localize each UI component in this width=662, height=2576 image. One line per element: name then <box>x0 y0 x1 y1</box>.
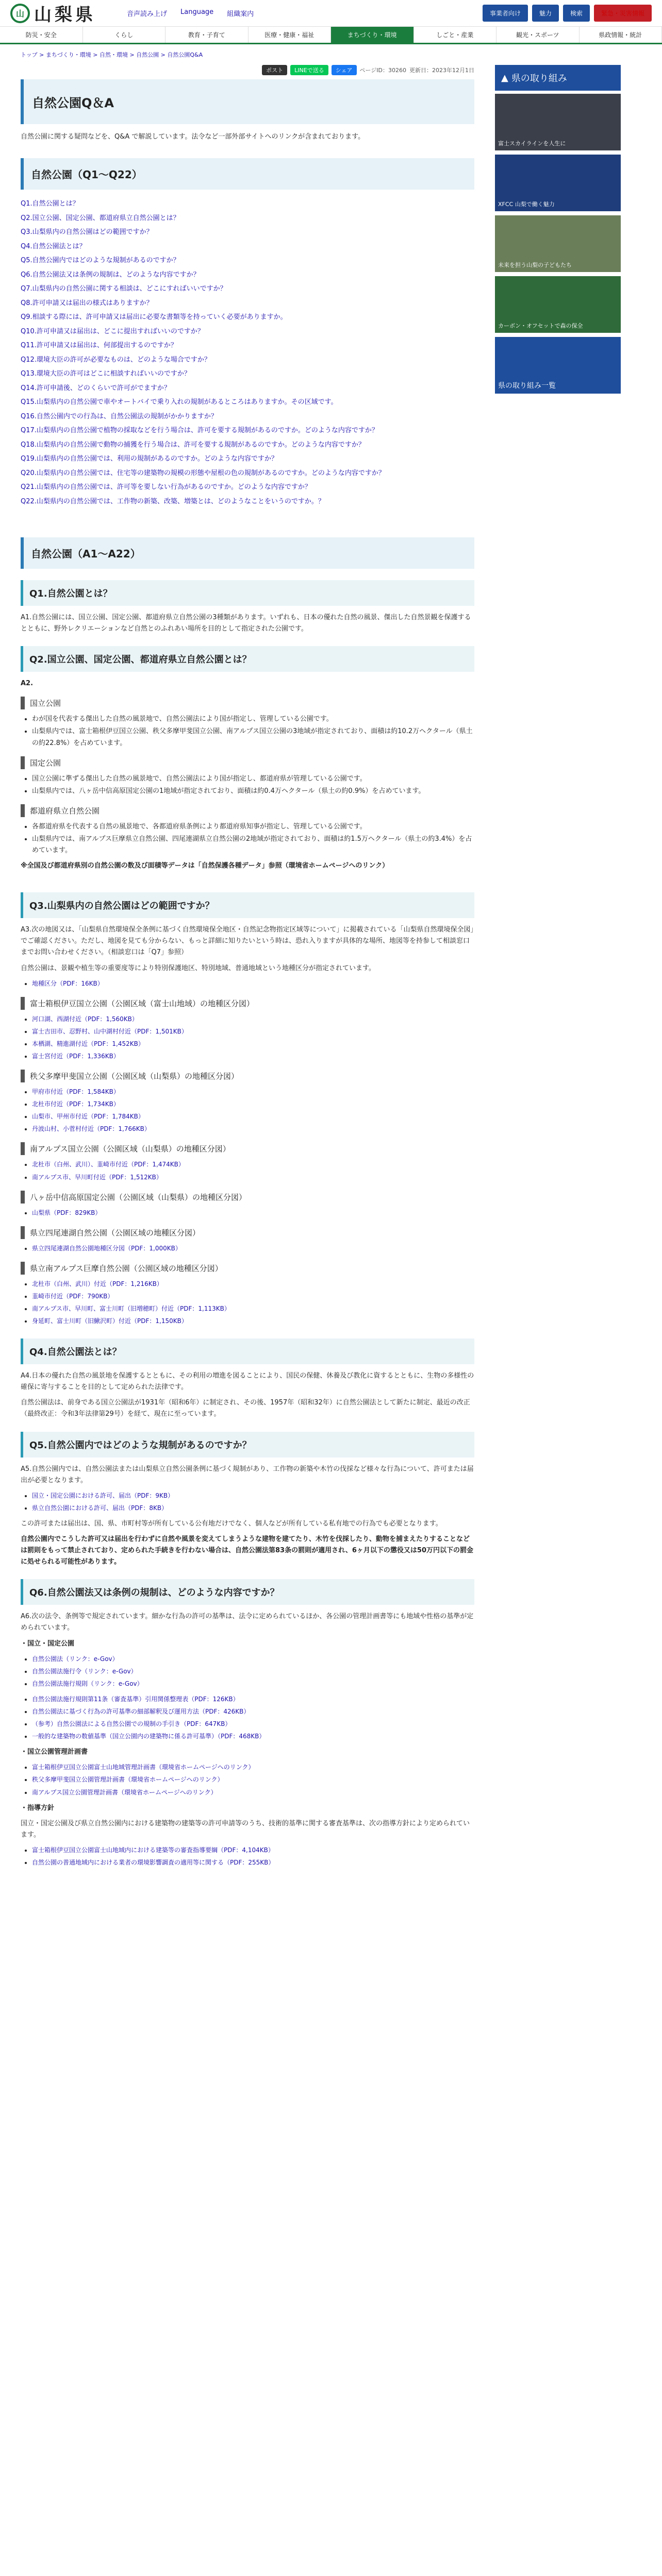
pdf-link[interactable]: 山梨市、甲州市付近（PDF：1,784KB） <box>32 1113 144 1121</box>
question-link[interactable]: Q21.山梨県内の自然公園では、許可等を要しない行為があるのですか。どのような内容ですか？ <box>21 483 311 492</box>
a4-text: A4.日本の優れた自然の風景地を保護するとともに、その利用の増進を図ることにより、国民の保健、休養及び教化に資するとともに、生物の多様性の確保に寄与することを目的として定められた法律です。 <box>21 1372 474 1392</box>
a2-text: • わが国を代表する傑出した自然の風景地で、自然公園法により国が指定し、管理している公園です。 <box>32 714 474 725</box>
business-button[interactable]: 事業者向け <box>483 5 528 22</box>
emergency-button[interactable]: 緊急・災害情報 <box>594 5 652 22</box>
pdf-link[interactable]: 富士箱根伊豆国立公園富士山地域管理計画書（環境省ホームページへのリンク） <box>32 1764 255 1771</box>
pdf-link[interactable]: 自然公園法に基づく行為の許可基準の細部解釈及び運用方法（PDF：426KB） <box>32 1707 250 1715</box>
sidebar-banner[interactable]: 富士スカイラインを人生に <box>495 94 621 150</box>
question-link[interactable]: Q11.許可申請又は届出は、何部提出するのですか？ <box>21 342 177 350</box>
pdf-link[interactable]: 富士箱根伊豆国立公園富士山地域内における建築等の審査指導要綱（PDF：4,104KB） <box>32 1846 274 1854</box>
nav-item[interactable]: しごと・産業 <box>414 27 497 43</box>
map-group-heading: 県立南アルプス巨摩自然公園（公園区域の地種区分図） <box>21 1262 474 1275</box>
global-nav <box>0 27 662 44</box>
a2-text: • 山梨県内では、八ヶ岳中信高原国定公園の1地域が指定されており、面積は約0.4万ヘクタール（県土の約0.9%）を占めています。 <box>32 786 474 797</box>
sidebar <box>495 65 621 1873</box>
question-link[interactable]: Q10.許可申請又は届出は、どこに提出すればいいのですか？ <box>21 327 204 335</box>
nav-item[interactable]: 観光・スポーツ <box>496 27 580 43</box>
a6-sub: ・指導方針 <box>21 1804 55 1812</box>
question-link[interactable]: Q7.山梨県内の自然公園に関する相談は、どこにすればいいですか？ <box>21 285 227 293</box>
pdf-link[interactable]: 南アルプス市、早川町、富士川町（旧増穂町）付近（PDF：1,113KB） <box>32 1305 230 1312</box>
a6-text: 国立・国定公園及び県立自然公園内における建築物の建築等の許可申請等のうち、技術的基準に関する審査基準は、次の指導方針により定められています。 <box>21 1819 470 1839</box>
question-link[interactable]: Q2.国立公園、国定公園、都道府県立自然公園とは？ <box>21 214 180 222</box>
a5-warning: 自然公園内でこうした許可又は届出を行わずに自然や風景を変えてしまうような建物を建てたり、木竹を伐採したり、動物を捕まえたりすることなどは罰則をもって禁止されており、定められた手続きを行わない場合は、自然公園法第83条の罰則が適用され、6ヶ月以下の懲役又は50万円以下の罰金に処せられる可能性があります。 <box>21 1535 474 1566</box>
pdf-link[interactable]: 自然公園法施行令（リンク：e-Gov） <box>32 1667 137 1675</box>
speech-link[interactable]: 音声読み上げ <box>127 10 168 18</box>
question-link[interactable]: Q16.自然公園内での行為は、自然公園法の規制がかかりますか？ <box>21 412 218 420</box>
nav-item[interactable]: くらし <box>83 27 166 43</box>
facebook-share-button[interactable]: シェア <box>332 65 357 75</box>
pdf-link[interactable]: 地種区分（PDF：16KB） <box>32 979 104 987</box>
question-link[interactable]: Q12.環境大臣の許可が必要なものは、どのような場合ですか？ <box>21 355 211 364</box>
pdf-link[interactable]: 国立・国定公園における許可、届出（PDF：9KB） <box>32 1492 174 1499</box>
q5-heading: Q5.自然公園内ではどのような規制があるのですか？ <box>21 1432 474 1458</box>
pdf-link[interactable]: 県立四尾連湖自然公園地種区分図（PDF：1,000KB） <box>32 1244 181 1252</box>
nav-item[interactable]: 医療・健康・福祉 <box>249 27 332 43</box>
a2-note: ※全国及び都道府県別の自然公園の数及び面積等データは「自然保護各種データ」参照（環境省ホームページへのリンク） <box>21 862 389 870</box>
question-link[interactable]: Q6.自然公園法又は条例の規制は、どのような内容ですか？ <box>21 270 200 279</box>
pdf-link[interactable]: 北杜市（白州、武川）、韮崎市付近（PDF：1,474KB） <box>32 1161 185 1168</box>
pdf-link[interactable]: 北杜市（白州、武川）付近（PDF：1,216KB） <box>32 1280 163 1287</box>
q1-heading: Q1.自然公園とは？ <box>21 580 474 606</box>
sidebar-banner[interactable]: 未来を担う山梨の子どもたち <box>495 215 621 272</box>
q3-heading: Q3.山梨県内の自然公園はどの範囲ですか？ <box>21 892 474 918</box>
a6-text: A6.次の法令、条例等で規定されています。細かな行為の許可の基準は、法令に定められているほか、各公園の管理計画書等にも地域や性格の基準が定められています。 <box>21 1613 474 1632</box>
a4-text: 自然公園法は、前身である国立公園法が1931年（昭和6年）に制定され、その後、1957年（昭和32年）に自然公園法として新たに制定、最近の改正（最終改正：令和3年法律第29号）を経て、現在に至っています。 <box>21 1399 470 1418</box>
site-header <box>0 0 662 27</box>
question-link[interactable]: Q13.環境大臣の許可はどこに相談すればいいのですか？ <box>21 370 191 378</box>
question-list <box>21 199 474 506</box>
national-park-heading: 国立公園 <box>21 697 474 709</box>
pdf-link[interactable]: 南アルプス国立公園管理計画書（環境省ホームページへのリンク） <box>32 1788 217 1796</box>
pdf-link[interactable]: 身延町、富士川町（旧鰍沢町）付近（PDF：1,150KB） <box>32 1317 188 1325</box>
pdf-link[interactable]: 河口湖、西湖付近（PDF：1,560KB） <box>32 1015 138 1023</box>
pdf-link[interactable]: 秩父多摩甲斐国立公園管理計画書（環境省ホームページへのリンク） <box>32 1776 224 1784</box>
question-link[interactable]: Q17.山梨県内の自然公園で植物の採取などを行う場合は、許可を要する規制があるのですか。どのような内容ですか？ <box>21 427 378 435</box>
pdf-link[interactable]: 自然公園の普通地域内における業者の環境影響調査の適用等に関する（PDF：255KB） <box>32 1859 275 1866</box>
map-group-heading: 県立四尾連湖自然公園（公園区域の地種区分図） <box>21 1226 474 1239</box>
search-button[interactable]: 検索 <box>563 5 590 22</box>
question-link[interactable]: Q4.自然公園法とは？ <box>21 242 86 250</box>
pdf-link[interactable]: 富士宮付近（PDF：1,336KB） <box>32 1052 120 1060</box>
pdf-link[interactable]: 自然公園法施行規則（リンク：e-Gov） <box>32 1680 143 1687</box>
a3-text: A3.次の地図又は、「山梨県自然環境保全条例に基づく自然環境保全地区・自然記念物指定区域等について」に掲載されている「山梨県自然環境保全図」でご確認ください。ただし、地図を見ても分からない、もっと詳細に知りたいという時は、恐れ入りますが具体的な場所、地図等を持参して相談窓口までお問い合わせください。（相談窓口は「Q7」参照） <box>21 926 474 957</box>
pdf-link[interactable]: 自然公園法施行規則第11条（審査基準）引用関係整理表（PDF：126KB） <box>32 1695 239 1703</box>
pdf-link[interactable]: 一般的な建築物の数値基準（国立公園内の建築物に係る許可基準）（PDF：468KB） <box>32 1733 266 1740</box>
pdf-link[interactable]: 山梨県（PDF：829KB） <box>32 1209 102 1216</box>
a2-text: • 国立公園に準ずる傑出した自然の風景地で、自然公園法により国が指定し、都道府県が管理している公園です。 <box>32 773 474 785</box>
pdf-link[interactable]: 富士吉田市、忍野村、山中湖村付近（PDF：1,501KB） <box>32 1027 188 1035</box>
pdf-link[interactable]: 本栖湖、精進湖付近（PDF：1,452KB） <box>32 1040 144 1047</box>
pdf-link[interactable]: 韮崎市付近（PDF：790KB） <box>32 1292 114 1300</box>
question-link[interactable]: Q14.許可申請後、どのくらいで許可がでますか？ <box>21 384 171 392</box>
page-id: ページID：30260 <box>359 67 406 74</box>
question-link[interactable]: Q3.山梨県内の自然公園はどの範囲ですか？ <box>21 228 153 236</box>
quasi-national-park-heading: 国定公園 <box>21 756 474 769</box>
question-link[interactable]: Q15.山梨県内の自然公園で車やオートバイで乗り入れの規制があるところはありますか。その区域です。 <box>21 398 338 406</box>
question-link[interactable]: Q19.山梨県内の自然公園では、利用の規制があるのですか。どのような内容ですか？ <box>21 455 278 463</box>
map-group-heading: 富士箱根伊豆国立公園（公園区域（富士山地域）の地種区分図） <box>21 997 474 1010</box>
question-link[interactable]: Q8.許可申請又は届出の様式はありますか？ <box>21 299 153 307</box>
pdf-link[interactable]: 自然公園法（リンク：e-Gov） <box>32 1655 119 1663</box>
prefecture-emblem-icon: 山 <box>10 4 30 23</box>
nav-item[interactable]: 教育・子育て <box>166 27 249 43</box>
charm-button[interactable]: 魅力 <box>532 5 559 22</box>
question-link[interactable]: Q18.山梨県内の自然公園で動物の捕獲を行う場合は、許可を要する規制があるのですか。どのような内容ですか？ <box>21 440 365 449</box>
sidebar-banner[interactable]: カーボン・オフセットで森の保全 <box>495 276 621 333</box>
sidebar-title: ▲ 県の取り組み <box>495 65 621 91</box>
a2-text: • 山梨県内では、南アルプス巨摩県立自然公園、四尾連湖県立自然公園の2地域が指定されており、面積は約1.5万ヘクタール（県土の約3.4%）を占めています。 <box>32 834 474 856</box>
a2-label: A2. <box>21 680 34 688</box>
pdf-link[interactable]: 県立自然公園における許可、届出（PDF：8KB） <box>32 1504 168 1512</box>
question-link[interactable]: Q1.自然公園とは？ <box>21 200 79 208</box>
q6-heading: Q6.自然公園法又は条例の規制は、どのような内容ですか？ <box>21 1579 474 1605</box>
language-link[interactable]: Language <box>180 8 214 16</box>
line-share-button[interactable]: LINEで送る <box>290 65 328 75</box>
mountain-icon: ▲ <box>501 72 508 83</box>
a5-text: A5.自然公園内では、自然公園法または山梨県立自然公園条例に基づく規制があり、工作物の新築や木竹の伐採など様々な行為について、許可または届出が必要となります。 <box>21 1465 474 1484</box>
a6-sub: ・国立・国定公園 <box>21 1639 75 1648</box>
section-questions: 自然公園（Q1〜Q22） <box>21 158 474 190</box>
question-link[interactable]: Q22.山梨県内の自然公園では、工作物の新築、改築、増築とは、どのようなことをいうのですか。？ <box>21 497 325 505</box>
q2-heading: Q2.国立公園、国定公園、都道府県立自然公園とは？ <box>21 646 474 672</box>
organization-link[interactable]: 組織案内 <box>227 10 254 18</box>
nav-item[interactable]: 防災・安全 <box>0 27 83 43</box>
pdf-link[interactable]: 丹波山村、小菅村付近（PDF：1,766KB） <box>32 1125 151 1133</box>
a3-text: 自然公園は、景観や植生等の重要度等により特別保護地区、特別地域、普通地域という地種区分が指定されています。 <box>21 964 375 972</box>
map-group-heading: 秩父多摩甲斐国立公園（公園区域（山梨県）の地種区分図） <box>21 1070 474 1082</box>
question-link[interactable]: Q5.自然公園内ではどのような規制があるのですか？ <box>21 257 180 265</box>
page-title: 自然公園Q＆A <box>21 79 474 124</box>
question-link[interactable]: Q20.山梨県内の自然公園では、住宅等の建築物の規模の形態や屋根の色の規制があるのですか。どのような内容ですか？ <box>21 469 385 477</box>
section-answers: 自然公園（A1〜A22） <box>21 537 474 569</box>
prefectural-park-heading: 都道府県立自然公園 <box>21 804 474 817</box>
updated-date: 更新日：2023年12月1日 <box>409 67 474 74</box>
x-share-button[interactable]: ポスト <box>262 65 287 75</box>
a5-text: この許可または届出は、国、県、市町村等が所有している公有地だけでなく、個人などが所有している私有地での行為でも必要となります。 <box>21 1519 442 1528</box>
sidebar-banner[interactable]: 県の取り組み一覧 <box>495 337 621 394</box>
a6-sub: ・国立公園管理計画書 <box>21 1748 88 1756</box>
share-bar <box>21 65 474 75</box>
map-group-heading: 八ヶ岳中信高原国定公園（公園区域（山梨県）の地種区分図） <box>21 1191 474 1204</box>
site-logo[interactable]: 山 山梨県 <box>10 1 96 26</box>
lead-text: 自然公園に関する疑問などを、Q&A で解説しています。法令など一部外部サイトへのリンクが含まれております。 <box>21 133 365 141</box>
a2-text: • 各都道府県を代表する自然の風景地で、各都道府県条例により都道府県知事が指定し、管理している公園です。 <box>32 821 474 833</box>
nav-item-active[interactable]: まちづくり・環境 <box>331 27 414 43</box>
breadcrumb[interactable]: トップ > まちづくり・環境 > 自然・環境 > 自然公園 > 自然公園Q&A <box>21 52 203 58</box>
pdf-link[interactable]: 甲府市付近（PDF：1,584KB） <box>32 1088 120 1096</box>
question-link[interactable]: Q9.相談する際には、許可申請又は届出に必要な書類等を持っていく必要がありますか。 <box>21 313 287 321</box>
a2-text: • 山梨県内では、富士箱根伊豆国立公園、秩父多摩甲斐国立公園、南アルプス国立公園の3地域が指定されており、面積は約10.2万ヘクタール（県土の約22.8%）を占めています。 <box>32 726 474 749</box>
main-content <box>21 65 474 1873</box>
pdf-link[interactable]: 南アルプス市、早川町付近（PDF：1,512KB） <box>32 1173 162 1181</box>
a1-text: A1.自然公園には、国立公園、国定公園、都道府県立自然公園の3種類があります。いずれも、日本の優れた自然の風景、傑出した自然景観を保護するとともに、野外レクリエーションなど自然とのふれあい場所を目的として指定された公園です。 <box>21 614 471 633</box>
sidebar-banner[interactable]: XFCC 山梨で働く魅力 <box>495 155 621 211</box>
q4-heading: Q4.自然公園法とは？ <box>21 1338 474 1364</box>
nav-item[interactable]: 県政情報・統計 <box>580 27 662 43</box>
pdf-link[interactable]: （参考）自然公園法による自然公園での規制の手引き（PDF：647KB） <box>32 1720 231 1728</box>
pdf-link[interactable]: 北杜市付近（PDF：1,734KB） <box>32 1100 120 1108</box>
map-group-heading: 南アルプス国立公園（公園区域（山梨県）の地種区分図） <box>21 1142 474 1155</box>
